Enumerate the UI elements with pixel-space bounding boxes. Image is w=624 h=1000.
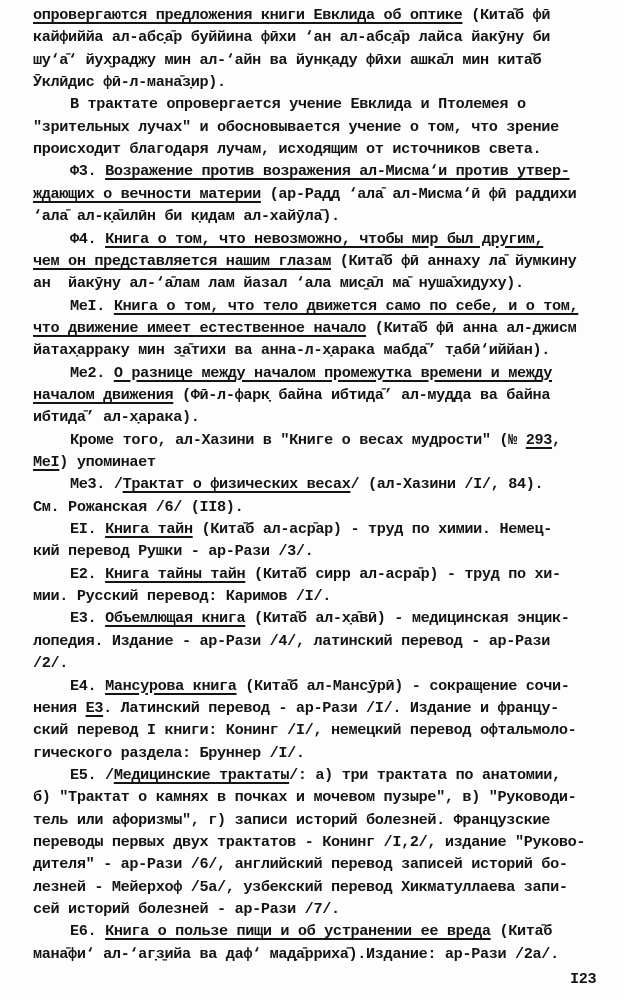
text-segment: , [552, 430, 561, 449]
underlined-title: 293 [525, 430, 553, 449]
underlined-title: Мансурова книга [105, 676, 237, 695]
text-line [33, 697, 559, 719]
text-segment: Ӯклӣдис фӣ-л-мана̄з̣ир). [33, 73, 226, 92]
text-line [33, 49, 541, 71]
text-segment: лезней - Мейерхоф /5а/, узбекский перевод Хикматуллаева запи- [33, 877, 568, 896]
text-segment: . Латинский перевод - ар-Рази /I/. Издание и францу- [103, 698, 559, 717]
text-line [33, 898, 340, 920]
text-segment: йатах̣арраку мин з̱а̄тихи ва анна-л-х̣арака мабда̄’ т̣абӣ‘иййан). [33, 341, 551, 360]
text-line [70, 295, 578, 317]
page-number: I23 [570, 970, 597, 988]
text-segment: происходит благодаря лучам, исходящим от источников света. [33, 140, 542, 159]
text-segment: ан йакӯну ал-‘а̄лам лам йазал ‘ала мис̱а̄л ма̄ нуша̄хидуху). [33, 274, 524, 293]
text-segment: См. Рожанская /6/ (II8). [33, 497, 244, 516]
underlined-title: Книга о том, что невозможно, чтобы мир был другим, [105, 229, 544, 248]
text-line [33, 742, 305, 764]
text-line [70, 228, 543, 250]
text-segment: (Кита̄б фӣ анна ал-джисм [366, 318, 577, 337]
text-segment: (Кита̄б ал-аср̄ар) - труд по химии. Немец- [192, 520, 553, 539]
text-segment: Е6. [70, 922, 106, 941]
text-line [33, 317, 576, 339]
text-segment: лопедия. Издание - ар-Рази /4/, латинский перевод - ар-Рази [33, 631, 551, 650]
underlined-title: Книга тайн [105, 520, 193, 539]
underlined-title: Книга о пользе пищи и об устранении ее вреда [105, 922, 491, 941]
underlined-title: Трактат о физических весах [122, 475, 351, 494]
text-segment: мана̄фи‘ ал-‘аг̣з̱ийа ва даф‘ мад̣а̄рриха̄).Издание: ар-Рази /2а/. [33, 944, 559, 963]
text-segment: тель или афоризмы", г) записи историй болезней. Французские [33, 810, 551, 829]
text-segment: (Кита̄б сирр ал-асра̄р) - труд по хи- [245, 564, 561, 583]
text-line [33, 876, 568, 898]
text-line [70, 764, 561, 786]
text-segment: ) упоминает [59, 453, 156, 471]
text-line [70, 563, 561, 585]
text-segment: /2/. [33, 654, 69, 673]
text-line [33, 4, 550, 26]
underlined-title: Объемлющая книга [105, 609, 246, 628]
text-line [70, 362, 552, 384]
text-line [33, 406, 200, 428]
text-line [70, 429, 561, 451]
text-line [33, 719, 576, 741]
text-segment: шу‘а̄‘ йух̮раджу мин ал-‘айн ва йунк̣аду фӣхи ашка̄л мин кита̄б [33, 50, 542, 69]
text-line [70, 920, 552, 942]
text-segment: дителя" - ар-Рази /6/, английский перевод записей историй бо- [33, 855, 568, 874]
underlined-title: опровергаются предложения книги Евклида об оптике [33, 6, 463, 24]
text-line [70, 93, 526, 115]
underlined-title: чем он представляется нашим глазам [33, 251, 331, 270]
text-line [33, 585, 331, 607]
text-line [33, 652, 68, 674]
text-line [33, 71, 226, 93]
underlined-title: Книга тайны тайн [105, 564, 246, 583]
text-segment: (Фӣ-л-фарк̣ байна ибтида̄’ ал-мудда ва байна [173, 385, 551, 404]
text-segment: (Кита̄б фӣ [462, 6, 551, 24]
text-segment: Кроме того, ал-Хазини в "Книге о весах мудрости" (№ [70, 430, 526, 449]
text-segment: кайфиййа ал-абс̣а̄р буййина фӣхи ‘ан ал-абс̣а̄р лайса йакӯну би [33, 28, 551, 47]
text-line [70, 675, 570, 697]
text-segment: (Кита̄б [490, 922, 553, 941]
text-segment: гического раздела: Бруннер /I/. [33, 743, 305, 762]
text-segment: Ф4. [70, 229, 106, 248]
text-segment: В трактате опровергается учение Евклида и Птолемея о [70, 95, 526, 114]
text-segment: "зрительных лучах" и обосновывается учение о том, что зрение [33, 117, 559, 136]
text-line [33, 138, 541, 160]
text-line [33, 496, 243, 518]
text-segment: ибтида̄’ ал-х̣арака). [33, 408, 200, 427]
text-segment: ский перевод I книги: Конинг /I/, немецкий перевод офтальмоло- [33, 721, 577, 740]
text-segment: (Кита̄б ал-х̣а̄вӣ) - медицинская энцик- [245, 609, 570, 628]
underlined-title: О разнице между началом промежутка времени и между [113, 363, 553, 382]
text-segment: сей историй болезней - ар-Рази /7/. [33, 900, 340, 918]
text-line [33, 205, 340, 227]
text-segment: /: а) три трактата по анатомии, [289, 765, 561, 784]
text-line [33, 116, 559, 138]
text-line [70, 607, 570, 629]
text-segment: ЕI. [70, 520, 106, 539]
text-line [33, 809, 550, 831]
text-segment: (Кита̄б фӣ аннаху ла̄ йумкину [330, 251, 577, 270]
text-segment: (ар-Радд ‘ала̄ ал-Мисма‘ӣ фӣ раддихи [260, 184, 577, 203]
text-line [33, 272, 524, 294]
text-line [33, 831, 585, 853]
text-segment: ‘ала̄ ал-к̣а̄илӣн би к̣идам ал-хайӯла̄). [33, 207, 340, 226]
underlined-title: ждающих о вечности материи [33, 184, 261, 203]
underlined-title: что движение имеет естественное начало [33, 318, 367, 337]
text-line [33, 943, 559, 965]
text-line [70, 473, 543, 495]
underlined-title: Возражение против возражения ал-Мисма‘и против утвер- [105, 162, 570, 181]
text-segment: Е5. / [70, 765, 114, 784]
text-segment: б) "Трактат о камнях в почках и мочевом пузыре", в) "Руководи- [33, 788, 577, 807]
text-segment: (Кита̄б ал-Манс̣ӯрӣ) - сокращение сочи- [236, 676, 570, 695]
text-line [33, 630, 550, 652]
text-line [33, 183, 576, 205]
underlined-title: Медицинские трактаты [113, 765, 290, 784]
text-line [33, 384, 550, 406]
text-line [33, 451, 156, 473]
underlined-title: Е3 [85, 698, 104, 717]
text-segment: Ме3. / [70, 475, 123, 494]
underlined-title: началом движения [33, 385, 174, 404]
text-segment: Ф3. [70, 162, 106, 181]
text-line [70, 518, 552, 540]
text-segment: кий перевод Рушки - ар-Рази /3/. [33, 542, 314, 561]
text-line [70, 160, 570, 182]
text-line [33, 26, 550, 48]
underlined-title: Книга о том, что тело движется само по себе, и о том, [113, 296, 579, 315]
text-segment: МеI. [70, 296, 114, 315]
text-segment: Е2. [70, 564, 106, 583]
text-segment: Е3. [70, 609, 106, 628]
text-line [33, 250, 576, 272]
text-segment: Е4. [70, 676, 106, 695]
text-segment: / (ал-Хазини /I/, 84). [350, 475, 544, 494]
text-line [33, 339, 550, 361]
text-segment: мии. Русский перевод: Каримов /I/. [33, 587, 331, 606]
text-segment: Ме2. [70, 363, 114, 382]
text-line [33, 853, 568, 875]
text-segment: переводы первых двух трактатов - Конинг /I,2/, издание "Руково- [33, 832, 586, 851]
text-line [33, 786, 576, 808]
text-segment: нения [33, 698, 86, 717]
underlined-title: МеI [33, 453, 60, 471]
text-line [33, 540, 313, 562]
